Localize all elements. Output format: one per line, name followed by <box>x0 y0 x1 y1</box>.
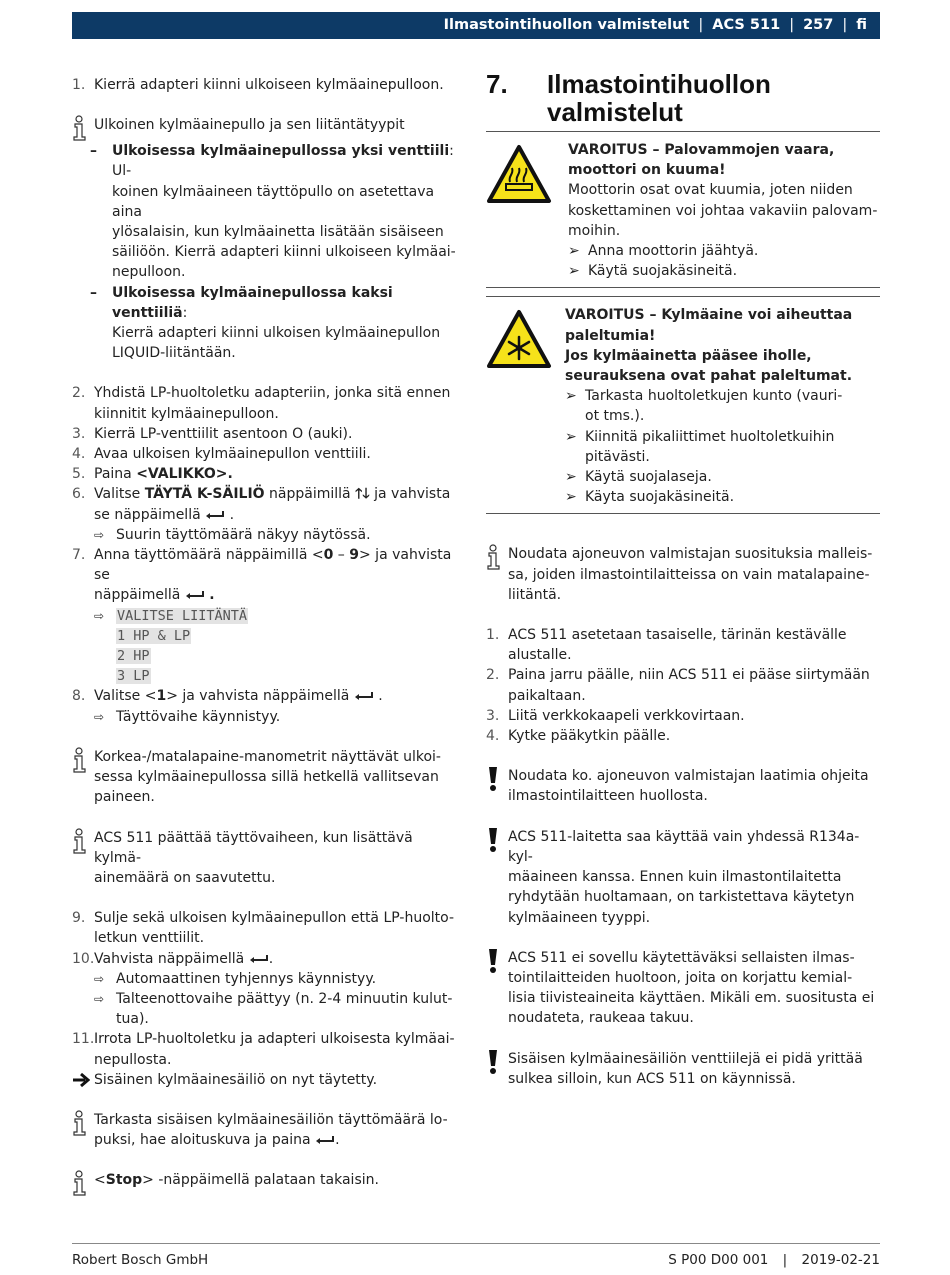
instruction-text: Käytä suojakäsineitä. <box>588 263 738 280</box>
step-number: 6. <box>72 486 86 503</box>
step-text: Kytke pääkytkin päälle. <box>508 728 671 745</box>
footer-separator: | <box>782 1252 788 1268</box>
result-text: Sisäinen kylmäainesäiliö on nyt täytetty. <box>94 1071 378 1088</box>
display-output <box>72 606 464 687</box>
page-header <box>72 12 880 39</box>
footer-doc-info <box>668 1250 880 1270</box>
info-text: puksi, hae aloituskuva ja paina <box>94 1132 316 1149</box>
instruction-text: pitävästi. <box>585 448 650 465</box>
info-text: sessa kylmäainepullossa sillä hetkellä vallitsevan <box>94 769 439 786</box>
instruction-arrow-icon: ➢ <box>565 489 577 506</box>
step-text: Yhdistä LP-huoltoletku adapteriin, jonka sitä ennen <box>94 385 451 402</box>
result-line <box>72 969 464 989</box>
instruction-arrow-icon: ➢ <box>565 388 577 405</box>
step-number: 11. <box>72 1031 95 1048</box>
prep-step-2 <box>486 665 880 705</box>
instruction-text: Käytä suojalaseja. <box>585 469 712 486</box>
important-note <box>486 766 880 806</box>
footer-company: Robert Bosch GmbH <box>72 1252 209 1268</box>
warning-text: koskettaminen voi johtaa vakaviin palovam- <box>568 202 878 219</box>
step-number: 1. <box>72 77 86 93</box>
step-8: 8. Valitse <1> ja vahvista näppäimellä . <box>72 686 464 706</box>
prep-step-4 <box>486 726 880 746</box>
result-text: Automaattinen tyhjennys käynnistyy. <box>116 970 377 987</box>
note-text: kylmäaineen tyyppi. <box>508 909 651 926</box>
frostbite-warning-icon <box>486 305 565 507</box>
header-separator: | <box>789 17 795 34</box>
dash-bullet: – <box>90 284 97 301</box>
note-text: ilmastointilaitteen huollosta. <box>508 788 708 805</box>
note-text: Noudata ko. ajoneuvon valmistajan laatimia ohjeita <box>508 768 869 785</box>
step-bold-text: <VALIKKO>. <box>136 466 233 483</box>
display-text: VALITSE LIITÄNTÄ <box>117 607 248 624</box>
dash-bold-text: Ulkoisessa kylmäainepullossa kaksi venttiiliä <box>112 284 393 321</box>
important-note <box>486 827 880 928</box>
note-text: tointilaitteiden huoltoon, joita on korjattu kemial- <box>508 969 853 986</box>
result-arrow-icon: ⇨ <box>94 709 105 724</box>
step-text: Valitse < <box>94 688 157 705</box>
info-note <box>486 544 880 605</box>
step-text: Kierrä LP-venttiilit asentoon O (auki). <box>94 425 353 442</box>
step-text: Paina jarru päälle, niin ACS 511 ei pääse siirtymään <box>508 667 870 684</box>
exclamation-icon <box>486 948 508 1029</box>
info-text: > -näppäimellä palataan takaisin. <box>142 1172 379 1189</box>
step-number: 2. <box>72 385 86 402</box>
note-text: Sisäisen kylmäainesäiliön venttiilejä ei pidä yrittää <box>508 1050 863 1067</box>
exclamation-icon <box>486 827 508 928</box>
step-4 <box>72 444 464 464</box>
step-number: 9. <box>72 910 86 927</box>
result-line <box>72 989 464 1029</box>
enter-key-icon <box>249 954 269 964</box>
result-line <box>72 707 464 727</box>
step-9 <box>72 908 464 948</box>
info-text: ainemäärä on saavutettu. <box>94 869 276 886</box>
step-text: paikaltaan. <box>508 687 586 704</box>
step-text: alustalle. <box>508 647 572 664</box>
step-text: Paina <box>94 466 137 483</box>
step-text: letkun venttiilit. <box>94 930 205 947</box>
step-text: Avaa ulkoisen kylmäainepullon venttiili. <box>94 446 371 463</box>
header-separator: | <box>842 17 848 34</box>
step-bold-text: TÄYTÄ K-SÄILIÖ <box>144 486 265 503</box>
step-text: näppäimillä <box>264 486 356 503</box>
footer-doc-number: S P00 D00 001 <box>668 1252 769 1268</box>
step-number: 5. <box>72 466 86 483</box>
result-arrow-icon <box>72 1070 94 1088</box>
step-text: Kierrä adapteri kiinni ulkoiseen kylmäainepulloon. <box>94 77 444 93</box>
step-5 <box>72 464 464 484</box>
info-icon <box>72 747 94 808</box>
instruction-arrow-icon: ➢ <box>568 263 580 280</box>
info-text: < <box>94 1172 106 1189</box>
warning-title: moottori on kuuma! <box>568 162 726 179</box>
header-section: Ilmastointihuollon valmistelut <box>443 17 690 34</box>
exclamation-icon <box>486 1049 508 1089</box>
info-note <box>72 747 464 808</box>
header-language: fi <box>856 17 867 34</box>
prep-step-1 <box>486 625 880 665</box>
info-text: ACS 511 päättää täyttövaiheen, kun lisättävä kylmä- <box>94 829 413 866</box>
step-number: 4. <box>72 446 86 463</box>
dash-text: nepulloon. <box>112 264 186 281</box>
step-10: 10. Vahvista näppäimellä . <box>72 949 464 969</box>
enter-key-icon <box>315 1135 335 1145</box>
step-text: ACS 511 asetetaan tasaiselle, tärinän kestävälle <box>508 627 847 644</box>
info-text: Tarkasta sisäisen kylmäainesäiliön täyttömäärä lo- <box>94 1111 448 1128</box>
result-text: Täyttövaihe käynnistyy. <box>116 708 281 725</box>
instruction-text: Käyta suojakäsineitä. <box>585 489 735 506</box>
info-icon <box>72 828 94 889</box>
note-text: ACS 511 ei sovellu käytettäväksi sellaisten ilmas- <box>508 949 855 966</box>
dash-bullet: – <box>90 143 97 160</box>
enter-key-icon <box>185 590 205 600</box>
header-separator: | <box>698 17 704 34</box>
info-text: sa, joiden ilmastointilaitteissa on vain matalapaine- <box>508 566 870 583</box>
step-text: Vahvista näppäimellä <box>94 950 249 967</box>
result-arrow-icon: ⇨ <box>94 991 105 1006</box>
note-text: lisia tiivisteaineita käyttäen. Mikäli em. suositusta ei <box>508 990 875 1007</box>
step-number: 7. <box>72 547 86 564</box>
info-note <box>72 828 464 889</box>
instruction-text: Tarkasta huoltoletkujen kunto (vauri- <box>585 388 843 405</box>
warning-box-frostbite <box>486 297 880 513</box>
step-text: Irrota LP-huoltoletku ja adapteri ulkoisesta kylmäai- <box>94 1031 455 1048</box>
info-text: Noudata ajoneuvon valmistajan suosituksia malleis- <box>508 546 873 563</box>
important-note <box>486 948 880 1029</box>
step-text: Anna täyttömäärä näppäimillä < <box>94 547 324 564</box>
instruction-item <box>568 261 880 281</box>
dash-text: ylösalaisin, kun kylmäainetta lisätään sisäiseen <box>112 224 444 241</box>
instruction-arrow-icon: ➢ <box>568 243 580 260</box>
step-bold-text: 0 <box>323 547 334 564</box>
footer-divider <box>72 1243 880 1244</box>
step-3 <box>72 424 464 444</box>
step-number: 4. <box>486 728 500 745</box>
dash-text: : Ul- <box>112 143 454 180</box>
result-arrow-icon: ⇨ <box>94 527 105 542</box>
step-number: 2. <box>486 667 500 684</box>
important-note <box>486 1049 880 1089</box>
info-bold-text: Stop <box>105 1172 143 1189</box>
note-text: mäaineen kanssa. Ennen kuin ilmastontilaitetta <box>508 869 842 886</box>
info-icon <box>72 1110 94 1150</box>
note-text: noudateta, raukeaa takuu. <box>508 1010 694 1027</box>
note-text: ACS 511-laitetta saa käyttää vain yhdessä R134a-kyl- <box>508 828 860 865</box>
step-2 <box>72 383 464 423</box>
info-text: Korkea-/matalapaine-manometrit näyttävät ulkoi- <box>94 748 441 765</box>
warning-text: moihin. <box>568 222 621 239</box>
chapter-title: valmistelut <box>547 97 683 127</box>
step-number: 3. <box>72 425 86 442</box>
info-note <box>72 115 464 141</box>
step-number: 3. <box>486 707 500 724</box>
warning-text: Moottorin osat ovat kuumia, joten niiden <box>568 182 853 199</box>
warning-title: VAROITUS – Kylmäaine voi aiheuttaa <box>565 307 853 324</box>
info-icon <box>72 115 94 141</box>
step-number: 1. <box>486 627 500 644</box>
dash-text: : <box>182 304 188 321</box>
dash-item <box>72 141 464 282</box>
final-result <box>72 1070 464 1090</box>
result-arrow-icon: ⇨ <box>94 971 105 986</box>
info-note: Tarkasta sisäisen kylmäainesäiliön täyttömäärä lo- puksi, hae aloituskuva ja paina . <box>72 1110 464 1150</box>
step-text: > ja vahvista näppäimellä <box>166 688 354 705</box>
step-text: se näppäimellä <box>94 506 206 523</box>
info-text: paineen. <box>94 789 155 806</box>
dash-text: säiliöön. Kierrä adapteri kiinni ulkoiseen kylmäai- <box>112 244 456 261</box>
instruction-item <box>565 386 880 426</box>
dash-item <box>72 283 464 364</box>
arrow-down-icon: 🡓 <box>362 486 370 503</box>
enter-key-icon <box>354 691 374 701</box>
display-text: 3 LP <box>117 668 150 685</box>
display-text: 1 HP & LP <box>117 627 191 644</box>
step-bold-text: 1 <box>156 688 167 705</box>
left-column <box>72 75 464 1196</box>
arrow-up-icon: 🡑 <box>355 486 363 503</box>
result-text: Suurin täyttömäärä näkyy näytössä. <box>116 526 371 543</box>
step-text: nepullosta. <box>94 1051 172 1068</box>
prep-step-3 <box>486 706 880 726</box>
divider <box>486 287 880 288</box>
step-text: näppäimellä <box>94 587 185 604</box>
instruction-item <box>565 427 880 467</box>
step-number: 8. <box>72 688 86 705</box>
instruction-arrow-icon: ➢ <box>565 428 577 445</box>
hot-surface-warning-icon <box>486 140 568 281</box>
chapter-number: 7. <box>486 69 508 99</box>
warning-box-hot-engine <box>486 132 880 287</box>
display-text: 2 HP <box>117 648 150 665</box>
enter-key-icon <box>205 510 225 520</box>
step-text: Liitä verkkokaapeli verkkovirtaan. <box>508 707 745 724</box>
step-1 <box>72 75 464 95</box>
step-text: Valitse <box>94 486 145 503</box>
instruction-text: Kiinnitä pikaliittimet huoltoletkuihin <box>585 428 835 445</box>
step-number: 10. <box>72 950 95 967</box>
warning-title: VAROITUS – Palovammojen vaara, <box>568 142 835 158</box>
info-icon <box>486 544 508 605</box>
instruction-item <box>565 467 880 487</box>
chapter-heading <box>486 70 880 126</box>
info-note <box>72 1170 464 1196</box>
result-text: tua). <box>116 1011 149 1028</box>
footer-date: 2019-02-21 <box>801 1252 880 1268</box>
step-text: Sulje sekä ulkoisen kylmäainepullon että LP-huolto- <box>94 910 455 927</box>
step-text: > ja vahvista se <box>94 547 452 584</box>
instruction-text: ot tms.). <box>585 408 645 425</box>
step-11 <box>72 1029 464 1069</box>
chapter-title: Ilmastointihuollon <box>547 69 771 99</box>
instruction-text: Anna moottorin jäähtyä. <box>588 243 759 260</box>
warning-title: paleltumia! <box>565 327 656 344</box>
instruction-item <box>568 241 880 261</box>
instruction-item <box>565 487 880 507</box>
step-text: – <box>333 547 350 564</box>
note-text: sulkea silloin, kun ACS 511 on käynnissä. <box>508 1070 796 1087</box>
dash-text: koinen kylmäaineen täyttöpullo on asetettava aina <box>112 183 435 220</box>
step-6: 6. Valitse TÄYTÄ K-SÄILIÖ näppäimillä 🡑🡓 ja vahvista se näppäimellä . <box>72 486 451 523</box>
warning-title: seurauksena ovat pahat paleltumat. <box>565 368 853 385</box>
result-line <box>72 525 464 545</box>
step-text: kiinnitit kylmäainepulloon. <box>94 405 279 422</box>
info-text: liitäntä. <box>508 586 562 603</box>
note-text: ryhdytään huoltamaan, on tarkistettava käytetyn <box>508 889 855 906</box>
right-column <box>486 70 880 1089</box>
result-text: Talteenottovaihe päättyy (n. 2-4 minuutin kulut- <box>116 990 453 1007</box>
dash-text: Kierrä adapteri kiinni ulkoisen kylmäainepullon <box>112 325 441 342</box>
step-text: ja vahvista <box>369 486 451 503</box>
warning-title: Jos kylmäainetta pääsee iholle, <box>565 347 812 364</box>
result-arrow-icon: ⇨ <box>94 608 105 623</box>
dash-text: LIQUID-liitäntään. <box>112 345 236 362</box>
header-page-number: 257 <box>803 17 834 34</box>
exclamation-icon <box>486 766 508 806</box>
header-product: ACS 511 <box>712 17 781 34</box>
dash-bold-text: Ulkoisessa kylmäainepullossa yksi venttiili <box>112 143 450 160</box>
info-text: Ulkoinen kylmäainepullo ja sen liitäntätyypit <box>94 117 405 134</box>
instruction-arrow-icon: ➢ <box>565 469 577 486</box>
step-bold-text: 9 <box>349 547 359 564</box>
step-7: 7. Anna täyttömäärä näppäimillä <0 – 9> ja vahvista se näppäimellä . <box>72 547 452 604</box>
info-icon <box>72 1170 94 1196</box>
